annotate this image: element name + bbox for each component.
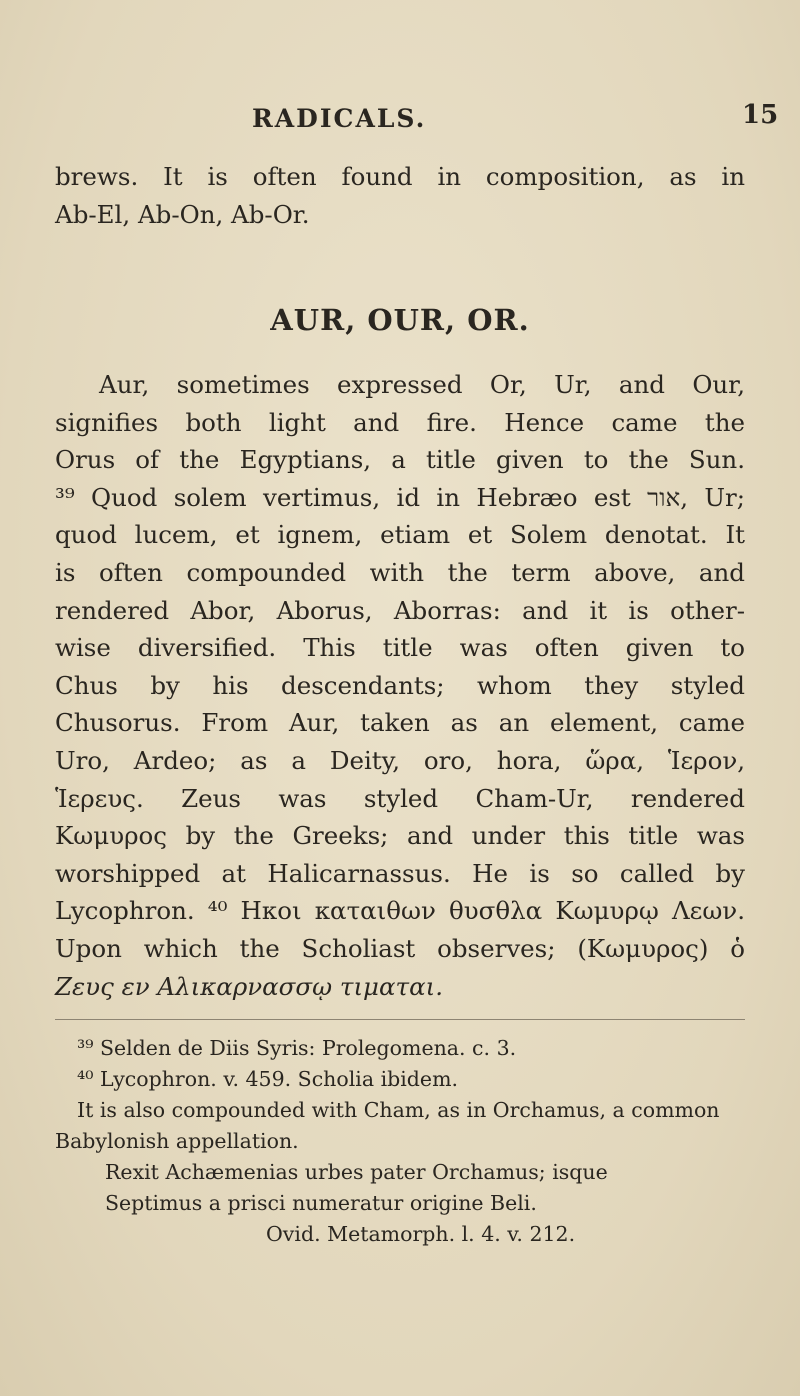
footnote-rule	[55, 1019, 745, 1020]
footnote-verse: Rexit Achæmenias urbes pater Orchamus; isque	[105, 1160, 608, 1184]
text-line: wise diversified. This title was often given to	[55, 633, 745, 663]
text-line: Ab-El, Ab-On, Ab-Or.	[55, 199, 310, 229]
page-number: 15	[742, 100, 779, 130]
text-line: Upon which the Scholiast observes; (Κωμυρος) ὁ	[55, 933, 745, 963]
footnote: Babylonish appellation.	[55, 1129, 299, 1153]
continued-text	[55, 158, 745, 233]
footnote: ⁴⁰ Lycophron. v. 459. Scholia ibidem.	[77, 1067, 459, 1091]
text-line: brews. It is often found in composition, as in	[55, 162, 745, 191]
text-line: Chus by his descendants; whom they styled	[55, 670, 745, 700]
text-line: is often compounded with the term above, and	[55, 557, 745, 587]
text-line: signifies both light and fire. Hence came the	[55, 407, 745, 437]
text-line: worshipped at Halicarnassus. He is so called by	[55, 858, 745, 888]
footnotes	[55, 1033, 745, 1250]
text-line: ³⁹ Quod solem vertimus, id in Hebræo est אור, Ur;	[55, 482, 745, 512]
text-line: Uro, Ardeo; as a Deity, oro, hora, ὥρα, Ἱερον,	[55, 745, 745, 775]
text-line: Lycophron. ⁴⁰ Ηκοι καταιθων θυσθλα Κωμυρῳ Λεων.	[55, 896, 745, 926]
footnote: ³⁹ Selden de Diis Syris: Prolegomena. c. 3.	[77, 1036, 517, 1060]
text-line: quod lucem, et ignem, etiam et Solem denotat. It	[55, 520, 745, 550]
text-line: Ἱερευς. Zeus was styled Cham-Ur, rendered	[55, 783, 745, 813]
text-line: Chusorus. From Aur, taken as an element, came	[55, 708, 745, 738]
footnote-citation: Ovid. Metamorph. l. 4. v. 212.	[266, 1222, 576, 1246]
footnote-verse: Septimus a prisci numeratur origine Beli.	[105, 1191, 537, 1215]
running-head: RADICALS.	[252, 104, 427, 133]
paragraph	[55, 366, 745, 1005]
text-line: Orus of the Egyptians, a title given to the Sun.	[55, 445, 745, 475]
text-line: Ζευς εν Αλικαρνασσῳ τιμαται.	[55, 971, 444, 1001]
text-line: rendered Abor, Aborus, Aborras: and it is other-	[55, 595, 745, 625]
text-line: Aur, sometimes expressed Or, Ur, and Our,	[99, 370, 745, 399]
section-heading: AUR, OUR, OR.	[270, 303, 530, 337]
text-line: Κωμυρος by the Greeks; and under this title was	[55, 821, 745, 851]
footnote: It is also compounded with Cham, as in Orchamus, a common	[77, 1098, 720, 1122]
page-header	[0, 100, 800, 144]
